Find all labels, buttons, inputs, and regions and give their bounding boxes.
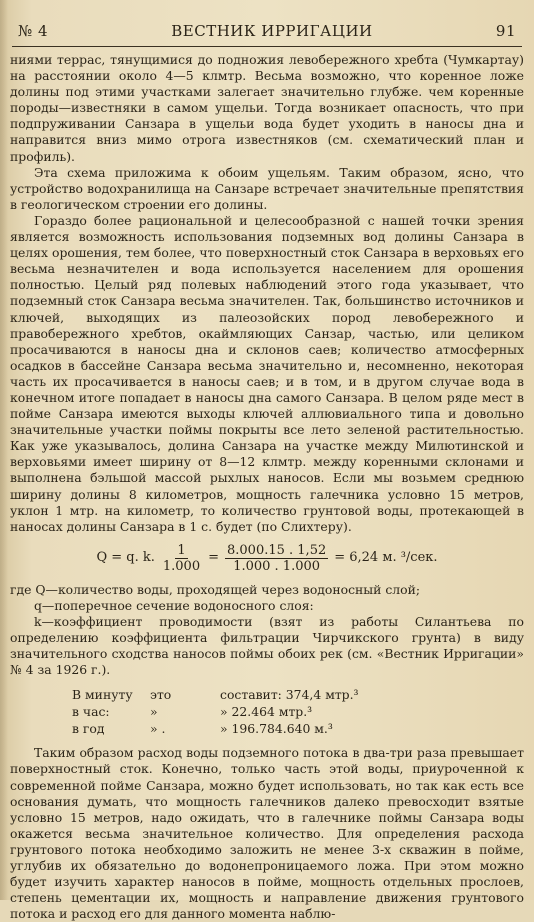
- rate-label: в год: [72, 721, 105, 737]
- definition-q-total: где Q—количество воды, проходящей через водоносный слой;: [10, 581, 421, 597]
- rate-value: » 22.464 мтр.³: [220, 704, 313, 720]
- rate-row: [72, 703, 524, 720]
- page-header: [18, 22, 516, 44]
- fraction-1-denominator: 1.000: [162, 558, 201, 574]
- rate-mid: » .: [150, 721, 166, 737]
- fraction-2-numerator: 8.000.15 . 1,52: [227, 542, 327, 558]
- header-rule: [12, 46, 522, 47]
- fraction-1-numerator: 1: [177, 542, 186, 558]
- paragraph-conclusion: Таким образом расход воды подземного потока в два-три раза превышает поверхностный сток. Конечно, только часть этой воды, приуроченной к современной пойме Санзара, можно будет использовать, но так как есть все основания думать, что мощность галечников далеко превосходит взятые условно 15 метров, надо ожидать, что в галечнике поймы Санзара воды окажется весьма значительное количество. Для определения расхода грунтового потока необходимо заложить не менее 3-х скважин в пойме, углубив их обязательно до водонепроницаемого ложа. При этом можно будет изучить характер наносов в пойме, мощность отдельных прослоев, степень цементации их, мощность и направление движения грунтового потока и расход его для данного момента наблю-: [10, 745, 524, 922]
- formula-lhs: Q = q. k.: [96, 550, 155, 566]
- page-number: 91: [495, 22, 516, 40]
- rate-mid: это: [150, 687, 172, 703]
- formula-result: = 6,24 м. ³/сек.: [334, 550, 438, 566]
- paragraph-groundwater: Гораздо более рациональной и целесообразной с нашей точки зрения является возможность использования подземных вод долины Санзара в целях орошения, тем более, что поверхностный сток Санзара в верховьях его весьма незначителен и вода используется населением для орошения полностью. Целый ряд полевых наблюдений этого года указывает, что подземный сток Санзара весьма значителен. Так, большинство источников и ключей, выходящих из палеозойских пород левобережного и правобережного хребтов, окаймляющих Санзар, частью, или целиком просачиваются в наносы дна и склонов саев; количество атмосферных осадков в бассейне Санзара весьма значительно и, несомненно, некоторая часть их просачивается в наносы саев; и в том, и в другом случае вода в конечном итоге попадает в наносы дна самого Санзара. В целом ряде мест в пойме Санзара имеются выходы ключей аллювиального типа и довольно значительные участки поймы покрыты все лето зеленой растительностью. Как уже указывалось, долина Санзара на участке между Милютинской и верховьями имеет ширину от 8—12 клмтр. между коренными склонами и выполнена бэльшой массой рыхлых наносов. Если мы возьмем среднюю ширину долины 8 километров, мощность галечника условно 15 метров, уклон 1 мтр. на километр, то количество грунтовой воды, протекающей в наносах долины Санзара в 1 с. будет (по Слихтеру).: [10, 212, 524, 534]
- rate-value: составит: 374,4 мтр.³: [220, 687, 359, 703]
- journal-title: ВЕСТНИК ИРРИГАЦИИ: [171, 22, 373, 40]
- formula-fraction-1: [161, 543, 202, 574]
- paragraph-scheme: Эта схема приложима к обоим ущельям. Таким образом, ясно, что устройство водохранилища на Санзаре встречает значительные препятствия в геологическом строении его долины.: [10, 164, 524, 212]
- rate-row: [72, 686, 524, 703]
- rate-row: [72, 720, 524, 737]
- page-binding-shadow: [0, 0, 8, 900]
- definition-k: k—коэффициент проводимости (взят из работы Силантьева по определению коэффициента фильтрации Чирчикского грунта) в виду значительного сходства наносов поймы обоих рек (см. «Вестник Ирригации» № 4 за 1926 г.).: [10, 614, 524, 678]
- rate-value: » 196.784.640 м.³: [220, 721, 333, 737]
- rate-mid: »: [150, 704, 158, 720]
- fraction-2-denominator: 1.000 . 1.000: [233, 558, 321, 574]
- issue-number: № 4: [18, 22, 49, 40]
- flow-rates-table: [72, 686, 524, 737]
- rate-label: В минуту: [72, 687, 133, 703]
- formula-equals: =: [208, 550, 219, 566]
- flow-formula: [10, 543, 524, 574]
- article-body: [10, 52, 524, 922]
- definition-q-section: q—поперечное сечение водоносного слоя:: [34, 597, 314, 613]
- paragraph-continuation: ниями террас, тянущимися до подножия левобережного хребта (Чумкартау) на расстоянии около 4—5 клмтр. Весьма возможно, что коренное ложе долины под этими участками залегает значительно глубже. чем коренные породы—известняки в самом ущельи. Тогда возникает опасность, что при подпруживании Санзара в ущельи вода будет уходить в наносы дна и направится вниз мимо отрога известняков (см. схематический план и профиль).: [10, 52, 524, 164]
- formula-fraction-2: [225, 543, 328, 574]
- rate-label: в час:: [72, 704, 110, 720]
